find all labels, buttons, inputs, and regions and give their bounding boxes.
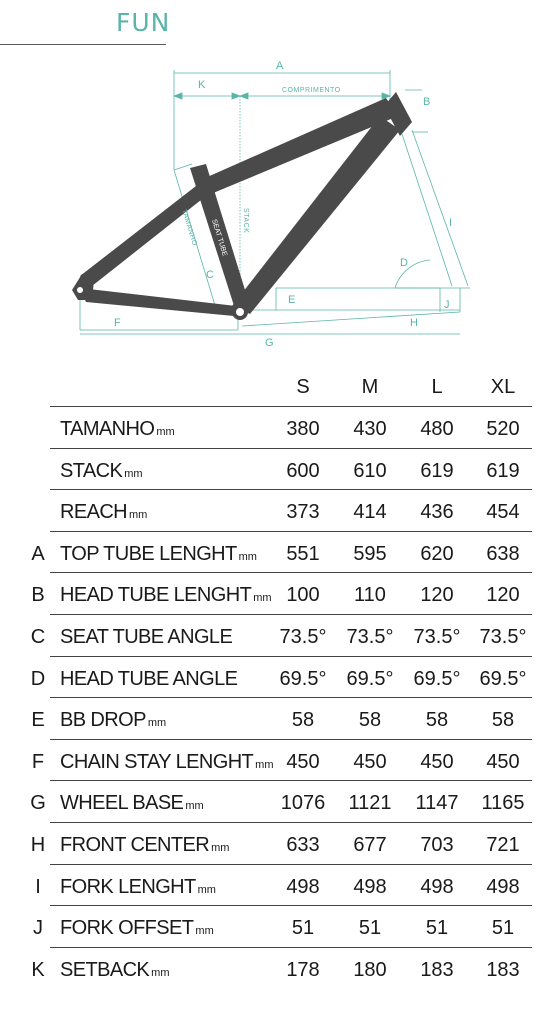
cell-xl: 58 <box>491 709 515 732</box>
row-unit: mm <box>156 426 175 438</box>
label-b: B <box>423 96 431 108</box>
cell-m: 610 <box>353 459 387 482</box>
page-title: FUN <box>116 8 171 37</box>
cell-s: 380 <box>286 418 320 440</box>
cell-s: 51 <box>291 917 315 940</box>
label-e: E <box>288 294 296 306</box>
cell-s: 450 <box>286 750 320 773</box>
row-letter: I <box>35 875 41 898</box>
table-row <box>0 614 558 656</box>
cell-l: 183 <box>420 958 454 981</box>
table-row <box>0 739 558 781</box>
cell-l: 120 <box>420 584 454 607</box>
cell-l: 498 <box>420 875 454 898</box>
row-label-text: WHEEL BASE <box>60 792 184 815</box>
cell-m: 51 <box>358 917 382 940</box>
dimension-lines <box>80 70 470 334</box>
cell-s: 73.5° <box>279 625 327 648</box>
row-unit: mm <box>238 550 257 563</box>
cell-m: 414 <box>353 501 387 524</box>
row-divider <box>50 656 532 657</box>
row-letter: J <box>33 917 43 940</box>
cell-xl: 120 <box>486 584 520 607</box>
row-label <box>60 460 143 483</box>
table-row <box>0 572 558 614</box>
cell-m: 430 <box>353 418 387 440</box>
row-label-text: FRONT CENTER <box>60 833 210 856</box>
row-label <box>60 876 216 899</box>
cell-xl: 638 <box>486 542 520 565</box>
row-unit: mm <box>151 966 170 979</box>
cell-s: 551 <box>286 542 320 565</box>
cell-xl: 183 <box>486 958 520 981</box>
cell-s: 498 <box>286 875 320 898</box>
row-label <box>60 626 232 649</box>
row-letter: B <box>31 584 45 607</box>
cell-l: 450 <box>420 750 454 773</box>
row-divider <box>50 406 532 407</box>
row-divider <box>50 822 532 823</box>
cell-l: 73.5° <box>413 625 461 648</box>
row-label-text: SEAT TUBE ANGLE <box>60 625 233 648</box>
row-divider <box>50 531 532 532</box>
label-f: F <box>114 317 121 329</box>
cell-s: 69.5° <box>279 667 327 690</box>
cell-l: 620 <box>420 542 454 565</box>
row-label <box>60 668 237 691</box>
row-label-text: HEAD TUBE LENGHT <box>60 584 252 607</box>
size-header-l: L <box>431 376 443 398</box>
cell-m: 180 <box>353 958 387 981</box>
table-row <box>0 947 558 989</box>
geometry-table <box>0 366 558 988</box>
frame-geometry-diagram <box>0 50 558 360</box>
row-divider <box>50 780 532 781</box>
row-label-text: TAMANHO <box>60 418 155 440</box>
label-a: A <box>276 60 284 72</box>
row-label-text: BB DROP <box>60 709 146 732</box>
label-h: H <box>410 317 418 329</box>
cell-m: 450 <box>353 750 387 773</box>
table-row <box>0 780 558 822</box>
label-j: J <box>444 299 450 311</box>
cell-l: 51 <box>425 917 449 940</box>
cell-s: 373 <box>286 501 320 524</box>
row-letter: K <box>31 958 45 981</box>
row-label-text: FORK LENGHT <box>60 875 196 898</box>
row-divider <box>50 697 532 698</box>
row-unit: mm <box>147 717 167 730</box>
table-row <box>0 448 558 490</box>
row-divider <box>50 448 532 449</box>
cell-l: 58 <box>425 709 449 732</box>
row-divider <box>50 572 532 573</box>
cell-s: 100 <box>286 584 320 607</box>
table-row <box>0 822 558 864</box>
row-label <box>60 751 274 774</box>
row-label <box>60 709 166 732</box>
row-letter: C <box>30 625 46 648</box>
row-divider <box>50 947 532 948</box>
cell-l: 1147 <box>415 792 459 815</box>
label-g: G <box>265 337 274 349</box>
row-unit: mm <box>253 592 272 605</box>
row-letter: H <box>30 833 46 856</box>
cell-m: 498 <box>353 875 387 898</box>
row-unit: mm <box>185 800 204 813</box>
cell-l: 703 <box>420 833 454 856</box>
cell-l: 436 <box>420 501 454 524</box>
cell-xl: 619 <box>486 459 520 482</box>
cell-xl: 721 <box>486 833 520 856</box>
table-row <box>0 697 558 739</box>
cell-l: 480 <box>420 418 454 440</box>
row-label <box>60 917 214 940</box>
cell-l: 69.5° <box>413 667 461 690</box>
seat-tube-label: SEAT TUBE <box>210 218 228 258</box>
row-unit: mm <box>211 841 230 854</box>
cell-xl: 69.5° <box>479 667 527 690</box>
row-label-text: REACH <box>60 501 128 524</box>
cell-m: 677 <box>353 833 387 856</box>
label-c: C <box>206 269 214 281</box>
row-label-text: HEAD TUBE ANGLE <box>60 667 238 690</box>
table-row <box>0 864 558 906</box>
row-label-text: TOP TUBE LENGHT <box>60 542 237 565</box>
row-unit: mm <box>195 925 214 938</box>
cell-s: 58 <box>291 709 315 732</box>
cell-m: 58 <box>358 709 382 732</box>
cell-s: 633 <box>286 833 320 856</box>
table-row <box>0 905 558 947</box>
cell-xl: 498 <box>486 875 520 898</box>
table-row <box>0 406 558 448</box>
cell-xl: 454 <box>486 501 520 524</box>
cell-m: 73.5° <box>346 625 394 648</box>
row-unit: mm <box>197 883 216 896</box>
title-underline <box>0 44 166 45</box>
row-letter: E <box>31 709 45 732</box>
cell-s: 600 <box>286 459 320 482</box>
row-divider <box>50 864 532 865</box>
row-label <box>60 959 170 982</box>
cell-xl: 73.5° <box>479 625 527 648</box>
table-row <box>0 531 558 573</box>
row-label <box>60 584 272 607</box>
cell-xl: 520 <box>486 418 520 440</box>
cell-m: 595 <box>353 542 387 565</box>
label-k: K <box>198 79 206 91</box>
row-unit: mm <box>124 467 143 480</box>
cell-m: 1121 <box>348 792 392 815</box>
row-label-text: FORK OFFSET <box>60 917 194 940</box>
cell-xl: 51 <box>491 917 515 940</box>
row-label <box>60 543 257 566</box>
label-d: D <box>400 257 408 269</box>
bike-frame <box>72 92 412 320</box>
size-header-row <box>0 366 558 406</box>
cell-s: 178 <box>286 958 320 981</box>
row-divider <box>50 489 532 490</box>
label-tamanho: TAMANHO <box>180 208 198 247</box>
row-letter: D <box>30 667 46 690</box>
row-unit: mm <box>255 758 274 771</box>
table-row <box>0 489 558 531</box>
row-unit: mm <box>129 509 148 522</box>
cell-xl: 450 <box>486 750 520 773</box>
row-divider <box>50 614 532 615</box>
label-comprimento: COMPRIMENTO <box>282 87 341 94</box>
cell-xl: 1165 <box>481 792 525 815</box>
row-divider <box>50 739 532 740</box>
size-header-s: S <box>296 376 310 398</box>
label-stack: STACK <box>242 208 249 234</box>
size-header-m: M <box>361 376 379 398</box>
label-i: I <box>449 217 453 229</box>
size-header-xl: XL <box>490 376 516 398</box>
row-label <box>60 418 175 441</box>
cell-m: 110 <box>354 584 386 607</box>
row-label <box>60 834 229 857</box>
row-divider <box>50 905 532 906</box>
row-letter: F <box>31 750 45 773</box>
cell-s: 1076 <box>280 792 326 815</box>
cell-m: 69.5° <box>346 667 394 690</box>
row-label <box>60 792 204 815</box>
row-letter: G <box>30 792 46 815</box>
row-letter: A <box>31 542 45 565</box>
cell-l: 619 <box>420 459 454 482</box>
row-label <box>60 501 147 524</box>
row-label-text: STACK <box>60 459 123 482</box>
table-row <box>0 656 558 698</box>
row-label-text: CHAIN STAY LENGHT <box>60 750 254 773</box>
row-label-text: SETBACK <box>60 958 150 981</box>
